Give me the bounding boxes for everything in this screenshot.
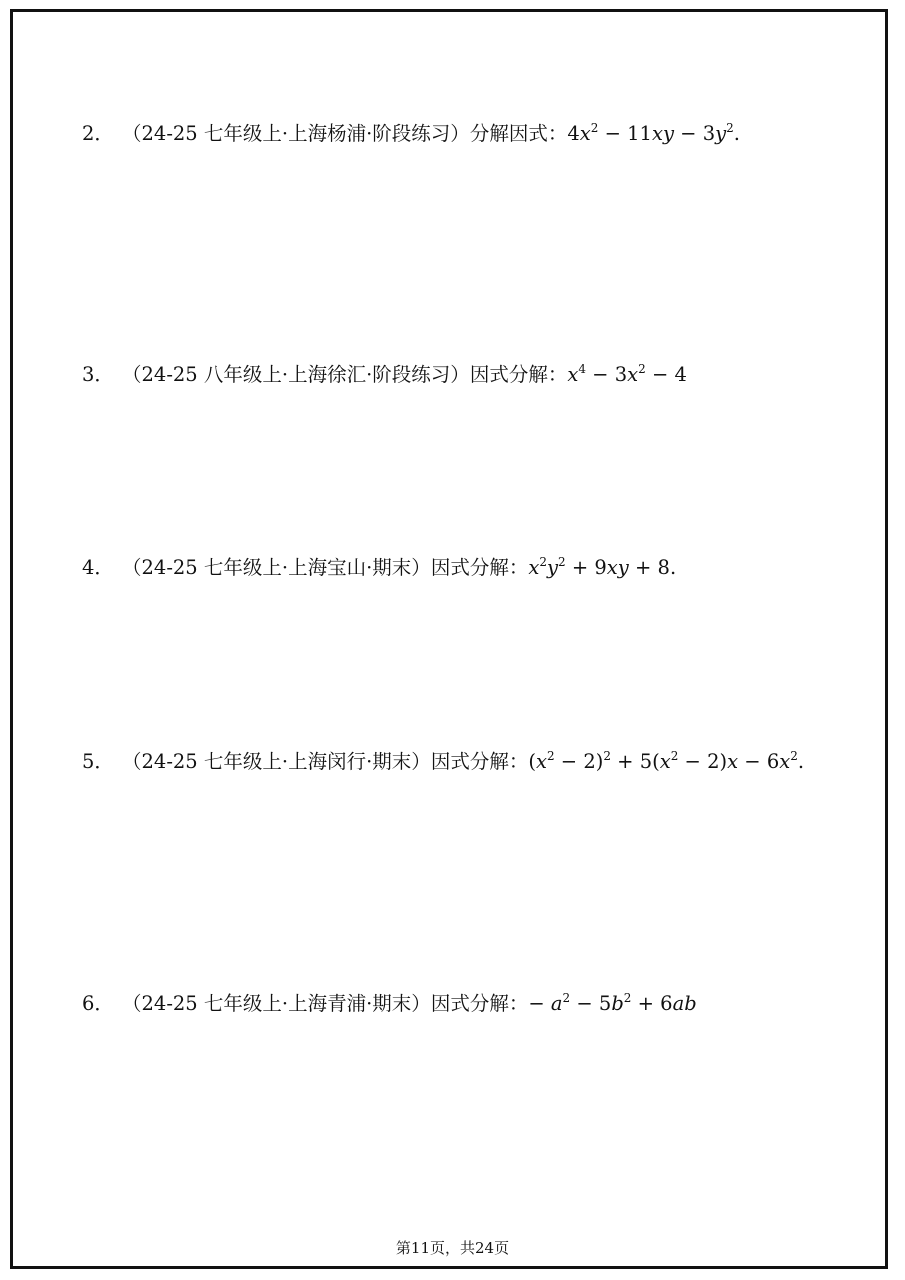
problem-instruction: 因式分解： [469,363,568,386]
problem-source: （24-25 七年级上·上海青浦·期末） [122,992,431,1015]
math-expression: − $a^2 - 5b^2 + 6ab$ [528,991,697,1015]
problem-5 [82,748,804,776]
math-expression: $(x^2 - 2)^2 + 5(x^2 - 2)x - 6x^2$. [528,749,805,773]
problem-number: 3． [82,363,114,386]
problem-source: （24-25 七年级上·上海闵行·期末） [122,750,431,773]
problem-source: （24-25 七年级上·上海杨浦·阶段练习） [122,122,470,145]
page-border [10,9,888,1269]
problem-number: 6． [82,992,114,1015]
page-footer: 第11页，共24页 [395,1239,510,1257]
problem-instruction: 因式分解： [430,556,529,579]
problem-6 [82,990,697,1018]
math-expression: $x^2y^2 + 9xy + 8$. [528,555,677,579]
problem-4 [82,554,676,582]
problem-source: （24-25 八年级上·上海徐汇·阶段练习） [122,363,470,386]
problem-instruction: 分解因式： [469,122,568,145]
math-expression: $x^4 - 3x^2 - 4$ [567,362,687,386]
math-expression: $4x^2 - 11xy - 3y^2$. [567,121,740,145]
problem-source: （24-25 七年级上·上海宝山·期末） [122,556,431,579]
problem-2 [82,120,740,148]
problem-number: 2． [82,122,114,145]
problem-number: 4． [82,556,114,579]
problem-number: 5． [82,750,114,773]
problem-instruction: 因式分解： [430,750,529,773]
problem-instruction: 因式分解： [430,992,529,1015]
problem-3 [82,361,687,389]
